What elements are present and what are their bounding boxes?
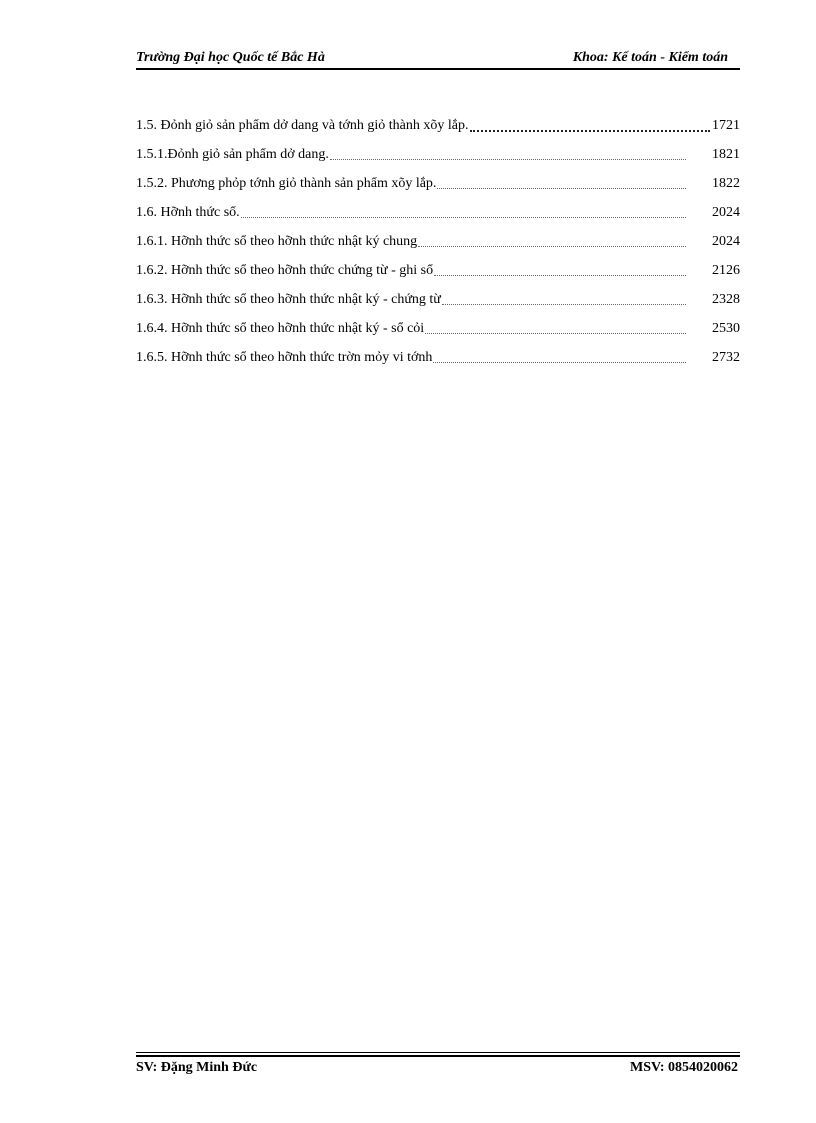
footer-rule-thick — [136, 1055, 740, 1057]
toc-entry[interactable] — [136, 203, 740, 232]
toc-entry[interactable] — [136, 174, 740, 203]
toc-entry-label: 1.5. Đỏnh giỏ sản phẩm dở dang và tớnh giỏ thành xõy lắp. — [136, 118, 469, 133]
toc-entry-label: 1.6.5. Hỡnh thức sổ theo hỡnh thức trờn mỏy vi tớnh — [136, 350, 433, 365]
footer-student-name: SV: Đặng Minh Đức — [136, 1060, 258, 1075]
toc-leader-dots — [433, 348, 686, 363]
header-rule — [136, 68, 740, 70]
toc-leader-dots — [418, 232, 686, 247]
toc-leader-dots — [437, 174, 686, 189]
toc-entry-label: 1.5.1.Đỏnh giỏ sản phẩm dở dang. — [136, 147, 329, 162]
toc-entry-label: 1.6. Hỡnh thức sổ. — [136, 205, 240, 220]
toc-entry-label: 1.6.3. Hỡnh thức sổ theo hỡnh thức nhật ký - chứng từ — [136, 292, 441, 307]
toc-entry-page: 1721 — [712, 118, 740, 133]
toc-entry[interactable] — [136, 261, 740, 290]
toc-leader-dots — [470, 116, 711, 132]
page-footer — [136, 1060, 740, 1078]
toc-entry[interactable] — [136, 348, 740, 377]
footer-rule-thin — [136, 1052, 740, 1053]
toc-leader-dots — [434, 261, 686, 276]
toc-entry-page: 2024 — [712, 205, 740, 220]
toc-entry-label: 1.6.1. Hỡnh thức sổ theo hỡnh thức nhật ký chung — [136, 234, 418, 249]
page-header — [136, 50, 740, 68]
toc-entry-label: 1.6.4. Hỡnh thức sổ theo hỡnh thức nhật ký - sổ cỏi — [136, 321, 425, 336]
toc-entry-page: 2530 — [712, 321, 740, 336]
toc-entry-label: 1.6.2. Hỡnh thức sổ theo hỡnh thức chứng từ - ghi sổ — [136, 263, 434, 278]
toc-entry[interactable] — [136, 145, 740, 174]
toc-entry-page: 1822 — [712, 176, 740, 191]
toc-leader-dots — [241, 203, 686, 218]
toc-leader-dots — [425, 319, 686, 334]
toc-entry-page: 1821 — [712, 147, 740, 162]
toc-entry[interactable] — [136, 319, 740, 348]
header-school: Trường Đại học Quốc tế Bắc Hà — [136, 50, 325, 65]
toc-entry-page: 2126 — [712, 263, 740, 278]
toc-entry-label: 1.5.2. Phương phỏp tớnh giỏ thành sản phẩm xõy lắp. — [136, 176, 437, 191]
toc-leader-dots — [442, 290, 686, 305]
toc-entry-page: 2024 — [712, 234, 740, 249]
toc-entry-page: 2328 — [712, 292, 740, 307]
toc-entry[interactable] — [136, 290, 740, 319]
header-faculty: Khoa: Kế toán - Kiểm toán — [572, 50, 728, 65]
toc-entry[interactable] — [136, 232, 740, 261]
table-of-contents — [136, 116, 740, 377]
footer-student-id: MSV: 0854020062 — [630, 1060, 738, 1075]
toc-leader-dots — [330, 145, 686, 160]
toc-entry-page: 2732 — [712, 350, 740, 365]
toc-entry[interactable] — [136, 116, 740, 145]
